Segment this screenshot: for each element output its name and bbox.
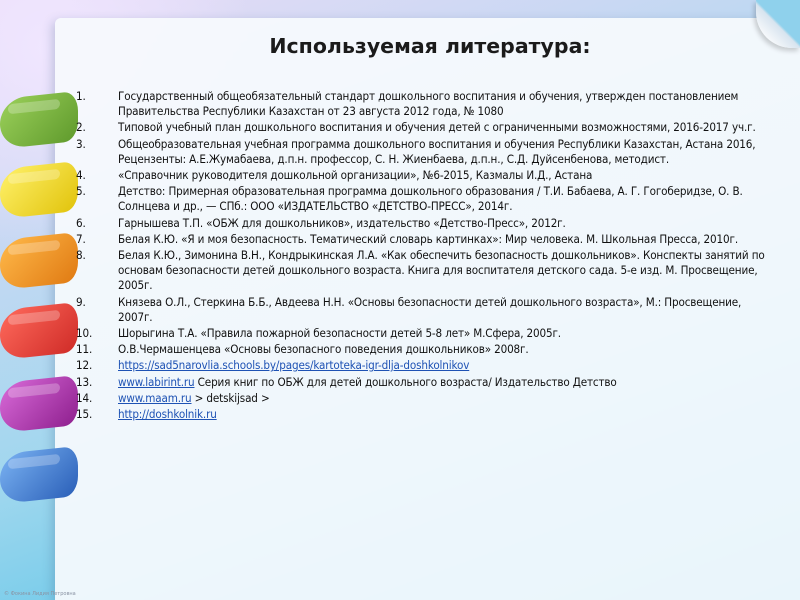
reference-text: «Справочник руководителя дошкольной организации», №6-2015, Казмалы И.Д., Астана	[118, 168, 593, 183]
reference-item	[76, 89, 778, 119]
reference-item	[76, 120, 778, 135]
reference-list	[76, 89, 778, 423]
blue-tab-decoration	[0, 446, 78, 504]
reference-link[interactable]: https://sad5narovlia.schools.by/pages/kartoteka-igr-dlja-doshkolnikov	[118, 358, 470, 373]
reference-item	[76, 358, 778, 373]
green-tab-decoration	[0, 91, 78, 149]
reference-number: 4.	[76, 168, 86, 183]
reference-text: Белая К.Ю. «Я и моя безопасность. Тематический словарь картинках»: Мир человека. М. Школьная Пресса, 2010г.	[118, 231, 738, 246]
reference-number: 2.	[76, 120, 86, 135]
reference-text: Шорыгина Т.А. «Правила пожарной безопасности детей 5-8 лет» М.Сфера, 2005г.	[118, 326, 561, 341]
reference-item	[76, 374, 778, 390]
reference-item	[76, 390, 778, 406]
reference-link[interactable]: www.maam.ru	[118, 390, 192, 405]
reference-item	[76, 168, 778, 183]
reference-text: Гарнышева Т.П. «ОБЖ для дошкольников», издательство «Детство-Пресс», 2012г.	[118, 215, 566, 230]
reference-item	[76, 248, 778, 294]
reference-number: 12.	[76, 358, 93, 373]
reference-number: 15.	[76, 407, 93, 422]
reference-item	[76, 184, 778, 214]
purple-tab-decoration	[0, 375, 78, 433]
reference-item	[76, 326, 778, 341]
reference-number: 1.	[76, 89, 86, 103]
reference-number: 3.	[76, 136, 86, 151]
footer-credit: © Фокина Лидия Петровна	[4, 591, 76, 597]
reference-text: Князева О.Л., Стеркина Б.Б., Авдеева Н.Н. «Основы безопасности детей дошкольного возраста», М.: Просвещение, 2007г.	[118, 294, 742, 324]
reference-text: Общеобразовательная учебная программа дошкольного воспитания и обучения Республики Казахстан, Астана 2016, Рецензенты: А.Е.Жумабаева, д.п.н. профессор, С. Н. Жиенбаева, д.п.н., С.Д. Дуйсенбенова, методист.	[118, 136, 756, 166]
reference-item	[76, 215, 778, 231]
reference-link[interactable]: www.labirint.ru	[118, 374, 195, 389]
reference-number: 14.	[76, 390, 93, 405]
red-tab-decoration	[0, 302, 78, 360]
reference-text: Государственный общеобязательный стандарт дошкольного воспитания и обучения, утвержден постановлением Правительства Республики Казахстан от 23 августа 2012 года, № 1080	[118, 89, 739, 119]
reference-number: 13.	[76, 374, 93, 389]
reference-item	[76, 136, 778, 167]
reference-text: Детство: Примерная образовательная программа дошкольного образования / Т.И. Бабаева, А. Г. Гогоберидзе, О. В. Солнцева и др., — СПб.: ООО «ИЗДАТЕЛЬСТВО «ДЕТСТВО-ПРЕСС», 2014г.	[118, 184, 743, 214]
reference-number: 9.	[76, 294, 86, 309]
reference-text: Белая К.Ю., Зимонина В.Н., Кондрыкинская Л.А. «Как обеспечить безопасность дошкольников». Конспекты занятий по основам безопасности детей дошкольного возраста. Книга для воспитателя детского сада. 5-е изд. М. Просвещение, 2005г.	[118, 248, 765, 293]
reference-number: 8.	[76, 248, 86, 263]
reference-link[interactable]: http://doshkolnik.ru	[118, 407, 217, 422]
reference-item	[76, 231, 778, 247]
reference-text: О.В.Чермашенцева «Основы безопасного поведения дошкольников» 2008г.	[118, 342, 529, 357]
yellow-tab-decoration	[0, 161, 78, 219]
reference-text: Типовой учебный план дошкольного воспитания и обучения детей с ограниченными возможностями, 2016-2017 уч.г.	[118, 120, 756, 135]
reference-item	[76, 342, 778, 357]
page-title: Используемая литература:	[269, 34, 591, 58]
reference-text: > detskijsad >	[191, 390, 270, 405]
reference-item	[76, 294, 778, 325]
reference-item	[76, 407, 778, 422]
reference-number: 6.	[76, 215, 86, 230]
reference-number: 7.	[76, 231, 86, 246]
orange-tab-decoration	[0, 232, 78, 290]
reference-number: 10.	[76, 326, 93, 341]
reference-number: 11.	[76, 342, 93, 357]
reference-text: Серия книг по ОБЖ для детей дошкольного возраста/ Издательство Детство	[194, 374, 617, 389]
reference-number: 5.	[76, 184, 86, 199]
